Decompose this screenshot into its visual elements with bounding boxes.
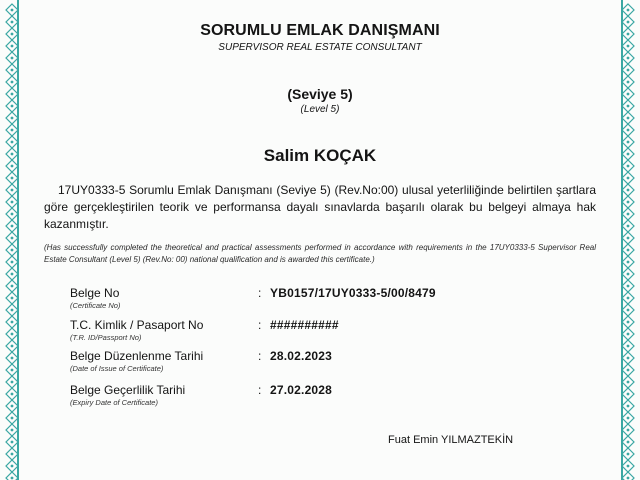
certificate-content <box>44 0 596 480</box>
field-value: ########## <box>270 318 339 332</box>
border-dot-shape <box>11 441 14 444</box>
border-dot-shape <box>11 117 14 120</box>
border-dot-shape <box>11 417 14 420</box>
border-dot-shape <box>627 333 630 336</box>
border-dot-shape <box>627 249 630 252</box>
border-line-left <box>17 0 19 480</box>
field-value: 27.02.2028 <box>270 383 333 397</box>
field-label-en: (Certificate No) <box>70 301 121 310</box>
certificate-statement-tr: 17UY0333-5 Sorumlu Emlak Danışmanı (Seviye 5) (Rev.No:00) ulusal yeterliliğinde belirtilen şartlara göre gerçekleştirilen teorik ve performansa dayalı sınavlarda başarılı olarak bu belgeyi almaya hak kazanmıştır. <box>44 183 596 231</box>
border-dot-shape <box>627 69 630 72</box>
field-colon: : <box>258 349 262 363</box>
border-dot-shape <box>11 285 14 288</box>
field-colon: : <box>258 286 262 300</box>
border-dot-shape <box>11 345 14 348</box>
border-dot-shape <box>11 141 14 144</box>
border-dot-shape <box>627 165 630 168</box>
right-decorative-border <box>616 0 640 480</box>
border-dot-shape <box>11 429 14 432</box>
border-dot-shape <box>627 429 630 432</box>
border-dot-shape <box>627 201 630 204</box>
field-colon: : <box>258 318 262 332</box>
border-dot-shape <box>11 249 14 252</box>
border-dot-shape <box>11 129 14 132</box>
border-dot-shape <box>627 153 630 156</box>
signatory-name: Fuat Emin YILMAZTEKİN <box>388 434 514 446</box>
border-dot-shape <box>627 189 630 192</box>
border-dot-shape <box>627 21 630 24</box>
border-pattern-left <box>0 0 24 480</box>
border-dot-shape <box>627 141 630 144</box>
border-dot-shape <box>627 213 630 216</box>
left-decorative-border <box>0 0 24 480</box>
border-dot-shape <box>627 309 630 312</box>
border-dot-shape <box>627 33 630 36</box>
border-dot-shape <box>11 9 14 12</box>
level-label-en: (Level 5) <box>300 104 340 115</box>
border-dot-shape <box>11 201 14 204</box>
border-dot-shape <box>11 273 14 276</box>
border-dot-shape <box>627 381 630 384</box>
border-dot-shape <box>627 117 630 120</box>
field-label: Belge Düzenlenme Tarihi <box>70 349 204 363</box>
field-label-en: (Date of Issue of Certificate) <box>70 364 164 373</box>
border-dot-shape <box>627 45 630 48</box>
border-dot-shape <box>11 465 14 468</box>
field-label-en: (T.R. ID/Passport No) <box>70 333 142 342</box>
border-dot-shape <box>11 69 14 72</box>
border-dot-shape <box>627 357 630 360</box>
border-dot-shape <box>11 321 14 324</box>
holder-name: Salim KOÇAK <box>263 146 377 165</box>
border-dot-shape <box>11 45 14 48</box>
border-dot-shape <box>11 405 14 408</box>
border-dot-shape <box>627 273 630 276</box>
border-dot-shape <box>627 81 630 84</box>
border-dot-shape <box>627 261 630 264</box>
border-dot-shape <box>627 9 630 12</box>
border-dot-shape <box>11 21 14 24</box>
field-value: YB0157/17UY0333-5/00/8479 <box>270 286 436 300</box>
certificate-statement-en: (Has successfully completed the theoretical and practical assessments performed in accordance with requirements in the 17UY0333-5 Supervisor Real Estate Consultant (Level 5) (Rev.No: 00) national qualification and is awarded this certificate.) <box>44 243 596 264</box>
border-dot-shape <box>627 285 630 288</box>
border-dot-shape <box>627 93 630 96</box>
border-dot-shape <box>11 261 14 264</box>
border-dot-shape <box>11 333 14 336</box>
field-label: Belge Geçerlilik Tarihi <box>70 383 186 397</box>
border-dot-shape <box>11 93 14 96</box>
border-dot-shape <box>627 129 630 132</box>
field-label-en: (Expiry Date of Certificate) <box>70 398 158 407</box>
border-dot-shape <box>11 297 14 300</box>
border-dot-shape <box>627 393 630 396</box>
border-dot-shape <box>627 417 630 420</box>
certificate-title: SORUMLU EMLAK DANIŞMANI <box>200 22 440 39</box>
field-id-passport-no <box>70 318 570 346</box>
field-value: 28.02.2023 <box>270 349 333 363</box>
border-dot-shape <box>11 153 14 156</box>
field-label: Belge No <box>70 286 120 300</box>
border-dot-shape <box>11 57 14 60</box>
border-dot-shape <box>11 237 14 240</box>
border-dot-shape <box>11 453 14 456</box>
field-issue-date <box>70 349 570 377</box>
border-dot-shape <box>627 477 630 480</box>
border-dot-shape <box>627 345 630 348</box>
field-label: T.C. Kimlik / Pasaport No <box>70 318 204 332</box>
certificate-subtitle: SUPERVISOR REAL ESTATE CONSULTANT <box>218 42 422 53</box>
field-expiry-date <box>70 383 570 411</box>
border-dot-shape <box>11 213 14 216</box>
border-dot-shape <box>627 105 630 108</box>
border-dot-shape <box>11 357 14 360</box>
border-line-right <box>621 0 623 480</box>
border-dot-shape <box>11 33 14 36</box>
border-pattern-right <box>616 0 640 480</box>
border-dot-shape <box>11 177 14 180</box>
border-dot-shape <box>11 369 14 372</box>
border-dot-shape <box>11 393 14 396</box>
border-dot-shape <box>627 369 630 372</box>
level-label: (Seviye 5) <box>287 86 353 102</box>
border-dot-shape <box>627 405 630 408</box>
border-dot-shape <box>11 225 14 228</box>
border-dot-shape <box>11 81 14 84</box>
border-dot-shape <box>627 237 630 240</box>
border-dot-shape <box>627 321 630 324</box>
border-dot-shape <box>11 477 14 480</box>
border-dot-shape <box>11 165 14 168</box>
border-dot-shape <box>627 177 630 180</box>
border-dot-shape <box>11 105 14 108</box>
border-dot-shape <box>627 297 630 300</box>
field-colon: : <box>258 383 262 397</box>
border-dot-shape <box>11 381 14 384</box>
border-dot-shape <box>11 309 14 312</box>
border-dot-shape <box>627 453 630 456</box>
border-dot-shape <box>627 441 630 444</box>
border-dot-shape <box>11 189 14 192</box>
border-dot-shape <box>627 57 630 60</box>
field-certificate-no <box>70 286 570 314</box>
border-dot-shape <box>627 225 630 228</box>
border-dot-shape <box>627 465 630 468</box>
